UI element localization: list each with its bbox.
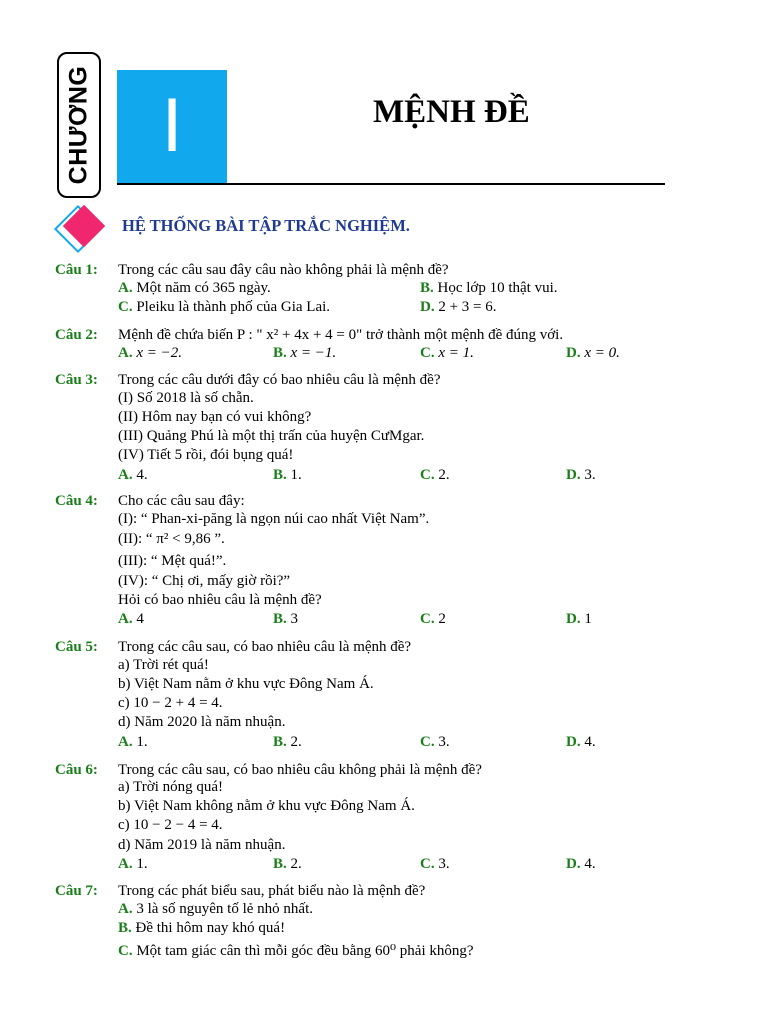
chapter-number: I	[161, 83, 183, 168]
option-c	[420, 734, 450, 751]
option-d	[566, 734, 596, 751]
statement-line: (I): “ Phan-xi-păng là ngọn núi cao nhất Việt Nam”.	[118, 511, 430, 527]
statement-line: c) 10 − 2 − 4 = 4.	[118, 817, 223, 833]
option-letter: D.	[566, 467, 581, 483]
chapter-tab	[57, 52, 101, 198]
question-number: Câu 1:	[55, 262, 98, 278]
option-a	[118, 280, 271, 297]
option-letter: D.	[566, 734, 581, 750]
option-text: 1.	[290, 467, 302, 483]
option-a	[118, 611, 144, 628]
option-letter: B.	[273, 611, 287, 627]
option-text: 1.	[136, 856, 148, 872]
option-text: 3.	[584, 467, 596, 483]
option-letter: A.	[118, 280, 133, 296]
chapter-label: CHƯƠNG	[64, 65, 93, 185]
statement-line: (IV) Tiết 5 rồi, đói bụng quá!	[118, 447, 294, 463]
question-stem: Cho các câu sau đây:	[118, 493, 245, 509]
option-d	[566, 856, 596, 873]
question-stem: Mệnh đề chứa biến P : " x² + 4x + 4 = 0" trở thành một mệnh đề đúng với.	[118, 327, 564, 343]
option-c	[420, 467, 450, 484]
option-text: 3 là số nguyên tố lẻ nhỏ nhất.	[136, 901, 313, 917]
option-a	[118, 901, 313, 918]
option-text: x = 0.	[584, 345, 620, 361]
option-letter: A.	[118, 734, 133, 750]
option-text: 4.	[136, 467, 148, 483]
option-text: 2.	[438, 467, 450, 483]
section-title: HỆ THỐNG BÀI TẬP TRẮC NGHIỆM.	[122, 216, 410, 235]
option-b	[273, 856, 302, 873]
statement-line: b) Việt Nam không nằm ở khu vực Đông Nam Á.	[118, 798, 415, 814]
option-b	[273, 345, 336, 362]
option-letter: A.	[118, 856, 133, 872]
option-d	[566, 611, 592, 628]
statement-line: (I) Số 2018 là số chẵn.	[118, 390, 254, 406]
option-a	[118, 856, 148, 873]
option-letter: B.	[420, 280, 434, 296]
option-text: Đề thi hôm nay khó quá!	[135, 920, 286, 936]
question-stem: Trong các câu sau, có bao nhiêu câu không phải là mệnh đề?	[118, 762, 482, 778]
option-letter: B.	[273, 734, 287, 750]
statement-line: d) Năm 2020 là năm nhuận.	[118, 714, 286, 730]
option-letter: C.	[118, 943, 133, 959]
option-b	[273, 611, 298, 628]
option-text: 4.	[584, 856, 596, 872]
option-letter: C.	[420, 345, 435, 361]
question-stem: Trong các câu sau đây câu nào không phải là mệnh đề?	[118, 262, 449, 278]
option-text: Pleiku là thành phố của Gia Lai.	[136, 299, 331, 315]
option-text: x = 1.	[438, 345, 474, 361]
question-number: Câu 3:	[55, 372, 98, 388]
option-text: 3.	[438, 734, 450, 750]
option-b	[118, 920, 285, 937]
question-number: Câu 6:	[55, 762, 98, 778]
option-text: 2.	[290, 856, 302, 872]
option-letter: D.	[566, 856, 581, 872]
option-d	[420, 299, 497, 316]
header-rule	[117, 183, 665, 185]
statement-line: (III): “ Mệt quá!”.	[118, 553, 227, 569]
question-number: Câu 4:	[55, 493, 98, 509]
option-text: x = −1.	[290, 345, 337, 361]
option-b	[273, 467, 302, 484]
option-text: 1.	[136, 734, 148, 750]
option-c	[118, 941, 474, 960]
statement-line: (II): “ π² < 9,86 ”.	[118, 531, 225, 547]
option-a	[118, 734, 148, 751]
option-a	[118, 345, 182, 362]
option-text: Học lớp 10 thật vui.	[437, 280, 558, 296]
option-letter: C.	[420, 856, 435, 872]
option-text: 2.	[290, 734, 302, 750]
option-letter: A.	[118, 611, 133, 627]
option-text: 3	[290, 611, 299, 627]
statement-line: d) Năm 2019 là năm nhuận.	[118, 837, 286, 853]
option-letter: B.	[118, 920, 132, 936]
question-number: Câu 5:	[55, 639, 98, 655]
statement-line: (IV): “ Chị ơi, mấy giờ rồi?”	[118, 573, 291, 589]
option-text: x = −2.	[136, 345, 182, 361]
option-c	[118, 299, 330, 316]
option-letter: B.	[273, 856, 287, 872]
option-letter: A.	[118, 467, 133, 483]
option-letter: D.	[566, 345, 581, 361]
statement-line: a) Trời rét quá!	[118, 657, 209, 673]
option-text: 4	[136, 611, 144, 627]
option-text: Một năm có 365 ngày.	[136, 280, 271, 296]
option-text: 3.	[438, 856, 450, 872]
option-text: 2 + 3 = 6.	[438, 299, 497, 315]
question-stem: Trong các phát biểu sau, phát biểu nào là mệnh đề?	[118, 883, 426, 899]
statement-line: b) Việt Nam nằm ở khu vực Đông Nam Á.	[118, 676, 374, 692]
statement-line: (II) Hôm nay bạn có vui không?	[118, 409, 312, 425]
option-text: 1	[584, 611, 592, 627]
option-c	[420, 611, 446, 628]
question-prompt: Hỏi có bao nhiêu câu là mệnh đề?	[118, 592, 322, 608]
option-letter: C.	[118, 299, 133, 315]
option-letter: A.	[118, 901, 133, 917]
option-text: 4.	[584, 734, 596, 750]
option-a	[118, 467, 148, 484]
question-number: Câu 2:	[55, 327, 98, 343]
question-stem: Trong các câu dưới đây có bao nhiêu câu là mệnh đề?	[118, 372, 441, 388]
chapter-number-box	[117, 70, 227, 184]
question-stem: Trong các câu sau, có bao nhiêu câu là mệnh đề?	[118, 639, 412, 655]
statement-line: (III) Quảng Phú là một thị trấn của huyện CưMgar.	[118, 428, 425, 444]
statement-line: a) Trời nóng quá!	[118, 779, 224, 795]
question-number: Câu 7:	[55, 883, 98, 899]
option-letter: D.	[566, 611, 581, 627]
option-letter: D.	[420, 299, 435, 315]
option-letter: C.	[420, 734, 435, 750]
option-text: 2	[438, 611, 446, 627]
option-b	[420, 280, 558, 297]
option-letter: C.	[420, 611, 435, 627]
option-d	[566, 345, 620, 362]
option-letter: B.	[273, 467, 287, 483]
option-letter: B.	[273, 345, 287, 361]
option-b	[273, 734, 302, 751]
option-letter: A.	[118, 345, 133, 361]
statement-line: c) 10 − 2 + 4 = 4.	[118, 695, 223, 711]
option-c	[420, 345, 474, 362]
chapter-title: MỆNH ĐỀ	[373, 94, 530, 130]
option-c	[420, 856, 450, 873]
option-letter: C.	[420, 467, 435, 483]
option-text: Một tam giác cân thì mỗi góc đều bằng 60⁰ phải không?	[136, 943, 474, 959]
option-d	[566, 467, 596, 484]
